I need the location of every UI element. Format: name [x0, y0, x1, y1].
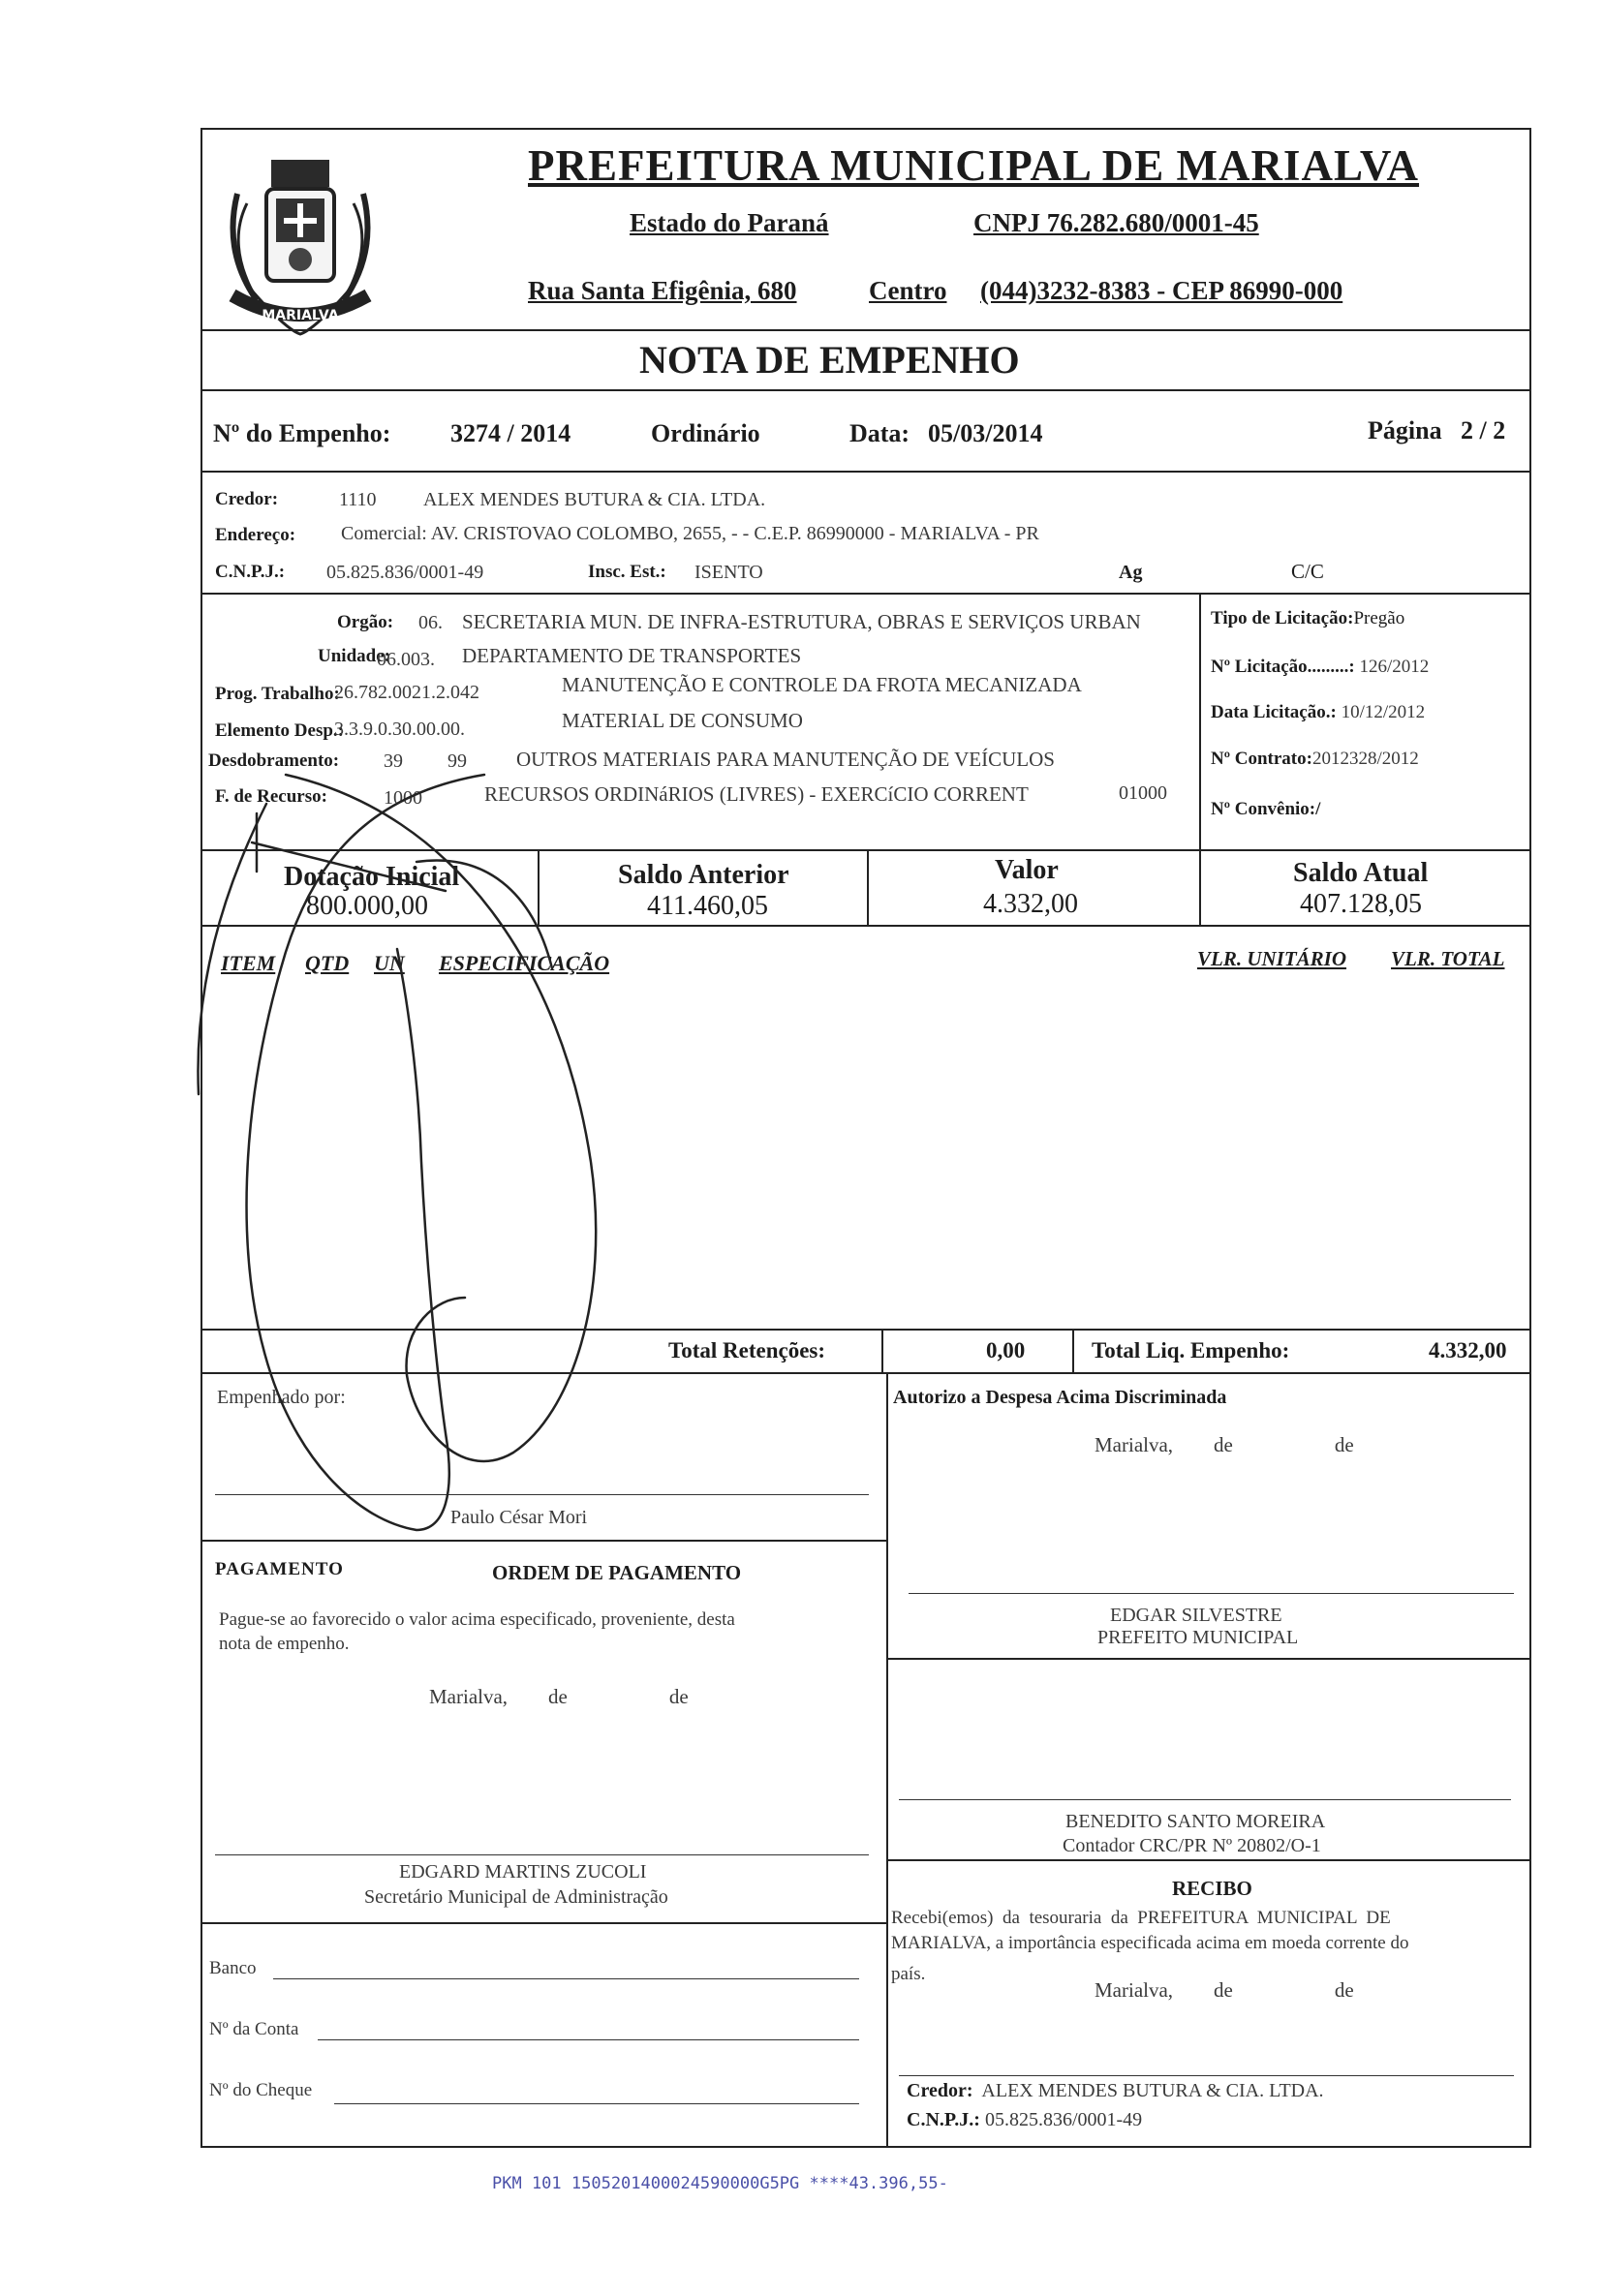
empenho-number: 3274 / 2014 — [450, 419, 571, 447]
edgar-name: EDGAR SILVESTRE — [1110, 1605, 1282, 1626]
total-retencoes-value: 0,00 — [986, 1338, 1026, 1362]
recibo-cnpj — [907, 2109, 1142, 2131]
signature-line — [899, 2075, 1514, 2076]
empenho-number-label: Nº do Empenho: — [213, 419, 391, 447]
credor-cnpj-label: C.N.P.J.: — [215, 562, 286, 582]
edgar-role: PREFEITO MUNICIPAL — [1097, 1627, 1299, 1648]
divider — [538, 849, 540, 925]
elemento-desp-desc: MATERIAL DE CONSUMO — [562, 709, 803, 732]
cheque-field-line[interactable] — [334, 2103, 859, 2104]
insc-est-label: Insc. Est.: — [588, 562, 666, 582]
orgao-desc: SECRETARIA MUN. DE INFRA-ESTRUTURA, OBRAS E SERVIÇOS URBAN — [462, 610, 1141, 633]
saldo-atual-label: Saldo Atual — [1293, 858, 1429, 888]
col-vlr-total: VLR. TOTAL — [1391, 947, 1505, 970]
divider — [867, 849, 869, 925]
unidade-code: 06.003. — [377, 649, 435, 670]
divider — [200, 1922, 886, 1924]
recibo-cnpj-value: 05.825.836/0001-49 — [984, 2109, 1143, 2130]
recibo-credor — [907, 2080, 1324, 2102]
insc-est-value: ISENTO — [694, 562, 763, 583]
pagamento-title: PAGAMENTO — [215, 1559, 344, 1579]
recibo-date: Marialva, de de — [1095, 1978, 1354, 2002]
col-vlr-unitario: VLR. UNITÁRIO — [1197, 947, 1347, 970]
divider — [200, 1329, 1531, 1331]
col-item: ITEM — [221, 951, 276, 975]
divider — [886, 1859, 1531, 1861]
fonte-recurso-label: F. de Recurso: — [215, 786, 327, 807]
edgard-role: Secretário Municipal de Administração — [364, 1886, 668, 1908]
autorizo-date: Marialva, de de — [1095, 1433, 1354, 1456]
credor-code: 1110 — [339, 489, 377, 510]
tipo-licitacao-value: Pregão — [1353, 608, 1405, 628]
municipal-crest-logo — [208, 136, 392, 339]
saldo-atual-value: 407.128,05 — [1300, 889, 1422, 919]
orgao-label: Orgão: — [337, 612, 394, 632]
divider — [200, 925, 1531, 927]
benedito-name: BENEDITO SANTO MOREIRA — [1065, 1811, 1326, 1832]
banco-field-line[interactable] — [273, 1978, 859, 1979]
numero-licitacao — [1211, 657, 1429, 678]
fonte-recurso-desc: RECURSOS ORDINáRIOS (LIVRES) - EXERCíCIO CORRENT — [484, 782, 1029, 806]
col-un: UN — [374, 951, 405, 975]
recibo-cnpj-label: C.N.P.J.: — [907, 2109, 980, 2130]
elemento-desp-label: Elemento Desp.: — [215, 720, 344, 741]
unidade-desc: DEPARTAMENTO DE TRANSPORTES — [462, 644, 802, 667]
conta-corrente-label: C/C — [1291, 560, 1324, 583]
desdobramento-code2: 99 — [447, 750, 467, 772]
prog-trabalho-code: 26.782.0021.2.042 — [334, 682, 479, 703]
numero-licitacao-value: 126/2012 — [1359, 657, 1430, 677]
autorizo-label: Autorizo a Despesa Acima Discriminada — [893, 1387, 1227, 1408]
prog-trabalho-label: Prog. Trabalho: — [215, 684, 340, 704]
total-liq-label: Total Liq. Empenho: — [1092, 1338, 1290, 1362]
recibo-credor-value: ALEX MENDES BUTURA & CIA. LTDA. — [981, 2080, 1324, 2101]
dotacao-inicial-label: Dotação Inicial — [284, 862, 460, 892]
unidade-label: Unidade: — [318, 646, 390, 666]
numero-contrato — [1211, 749, 1419, 770]
credor-name: ALEX MENDES BUTURA & CIA. LTDA. — [423, 489, 766, 510]
saldo-anterior-value: 411.460,05 — [647, 891, 768, 921]
divider — [200, 1540, 886, 1542]
credor-label: Credor: — [215, 489, 279, 509]
divider — [200, 849, 1531, 851]
banco-label: Banco — [209, 1958, 257, 1978]
benedito-role: Contador CRC/PR Nº 20802/O-1 — [1063, 1835, 1321, 1856]
total-liq-value: 4.332,00 — [1429, 1338, 1507, 1362]
recibo-credor-label: Credor: — [907, 2080, 973, 2101]
footer-control-code: PKM 101 1505201400024590000G5PG ****43.396,55- — [492, 2174, 948, 2193]
elemento-desp-code: 3.3.9.0.30.00.00. — [334, 719, 465, 740]
dotacao-inicial-value: 800.000,00 — [306, 891, 428, 921]
divider — [200, 471, 1531, 473]
fonte-recurso-code: 1000 — [384, 787, 422, 809]
signature-line — [215, 1854, 869, 1855]
divider — [200, 593, 1531, 595]
signature-line — [215, 1494, 869, 1495]
tipo-licitacao — [1211, 608, 1404, 629]
desdobramento-label: Desdobramento: — [208, 750, 340, 771]
document-title: NOTA DE EMPENHO — [639, 338, 1020, 382]
col-especificacao: ESPECIFICAÇÃO — [439, 951, 610, 975]
signature-line — [899, 1799, 1511, 1800]
divider — [1199, 849, 1201, 925]
numero-convenio: Nº Convênio:/ — [1211, 799, 1321, 819]
signature-line — [909, 1593, 1514, 1594]
divider — [881, 1329, 883, 1372]
divider — [886, 1372, 888, 2148]
header-phone-cep: (044)3232-8383 - CEP 86990-000 — [980, 276, 1343, 305]
divider — [1072, 1329, 1074, 1372]
svg-text:MARIALVA: MARIALVA — [262, 308, 339, 323]
agencia-label: Ag — [1119, 562, 1143, 583]
state-name: Estado do Paraná — [630, 208, 829, 237]
empenho-type: Ordinário — [651, 419, 760, 447]
numero-contrato-label: Nº Contrato: — [1211, 749, 1312, 769]
prog-trabalho-desc: MANUTENÇÃO E CONTROLE DA FROTA MECANIZADA — [562, 673, 1082, 696]
desdobramento-code: 39 — [384, 750, 403, 772]
valor-value: 4.332,00 — [983, 889, 1078, 919]
divider — [200, 1372, 1531, 1374]
data-licitacao — [1211, 702, 1425, 723]
total-retencoes-label: Total Retenções: — [668, 1338, 826, 1362]
header-street: Rua Santa Efigênia, 680 — [528, 276, 797, 305]
numero-licitacao-label: Nº Licitação.........: — [1211, 657, 1355, 677]
empenho-date-label: Data: — [849, 419, 910, 447]
col-qtd: QTD — [305, 951, 350, 975]
header-cnpj: CNPJ 76.282.680/0001-45 — [973, 208, 1259, 237]
recibo-title: RECIBO — [1172, 1877, 1252, 1900]
conta-field-line[interactable] — [318, 2039, 859, 2040]
data-licitacao-label: Data Licitação.: — [1211, 702, 1337, 722]
credor-endereco: Comercial: AV. CRISTOVAO COLOMBO, 2655, - - C.E.P. 86990000 - MARIALVA - PR — [341, 523, 1039, 544]
paulo-name: Paulo César Mori — [450, 1507, 588, 1528]
empenho-date: 05/03/2014 — [928, 419, 1043, 447]
tipo-licitacao-label: Tipo de Licitação: — [1211, 608, 1354, 628]
cheque-label: Nº do Cheque — [209, 2080, 313, 2100]
numero-contrato-value: 2012328/2012 — [1311, 749, 1419, 769]
recibo-text-1: Recebi(emos) da tesouraria da PREFEITURA MUNICIPAL DE — [891, 1908, 1391, 1928]
divider — [1199, 593, 1201, 849]
ordem-pagamento-title: ORDEM DE PAGAMENTO — [492, 1561, 742, 1584]
pagamento-text-1: Pague-se ao favorecido o valor acima especificado, proveniente, desta — [219, 1609, 735, 1630]
desdobramento-desc: OUTROS MATERIAIS PARA MANUTENÇÃO DE VEÍCULOS — [516, 748, 1055, 771]
valor-label: Valor — [995, 855, 1059, 885]
credor-cnpj: 05.825.836/0001-49 — [326, 562, 484, 583]
page-label: Página — [1368, 416, 1442, 444]
page-number: 2 / 2 — [1461, 416, 1506, 444]
divider — [200, 389, 1531, 391]
pagamento-date: Marialva, de de — [429, 1685, 689, 1708]
saldo-anterior-label: Saldo Anterior — [618, 860, 789, 890]
orgao-code: 06. — [418, 612, 443, 633]
divider — [886, 1658, 1531, 1660]
fonte-recurso-extra: 01000 — [1119, 782, 1167, 804]
recibo-text-2: MARIALVA, a importância especificada acima em moeda corrente do — [891, 1933, 1409, 1953]
prefeitura-title: PREFEITURA MUNICIPAL DE MARIALVA — [528, 141, 1420, 190]
divider — [200, 329, 1531, 331]
header-district: Centro — [869, 276, 947, 305]
recibo-text-3: país. — [891, 1964, 926, 1984]
conta-label: Nº da Conta — [209, 2019, 299, 2039]
data-licitacao-value: 10/12/2012 — [1341, 702, 1426, 722]
pagamento-text-2: nota de empenho. — [219, 1634, 350, 1654]
empenhado-por-label: Empenhado por: — [217, 1387, 346, 1408]
endereco-label: Endereço: — [215, 525, 296, 545]
edgard-name: EDGARD MARTINS ZUCOLI — [399, 1861, 647, 1883]
